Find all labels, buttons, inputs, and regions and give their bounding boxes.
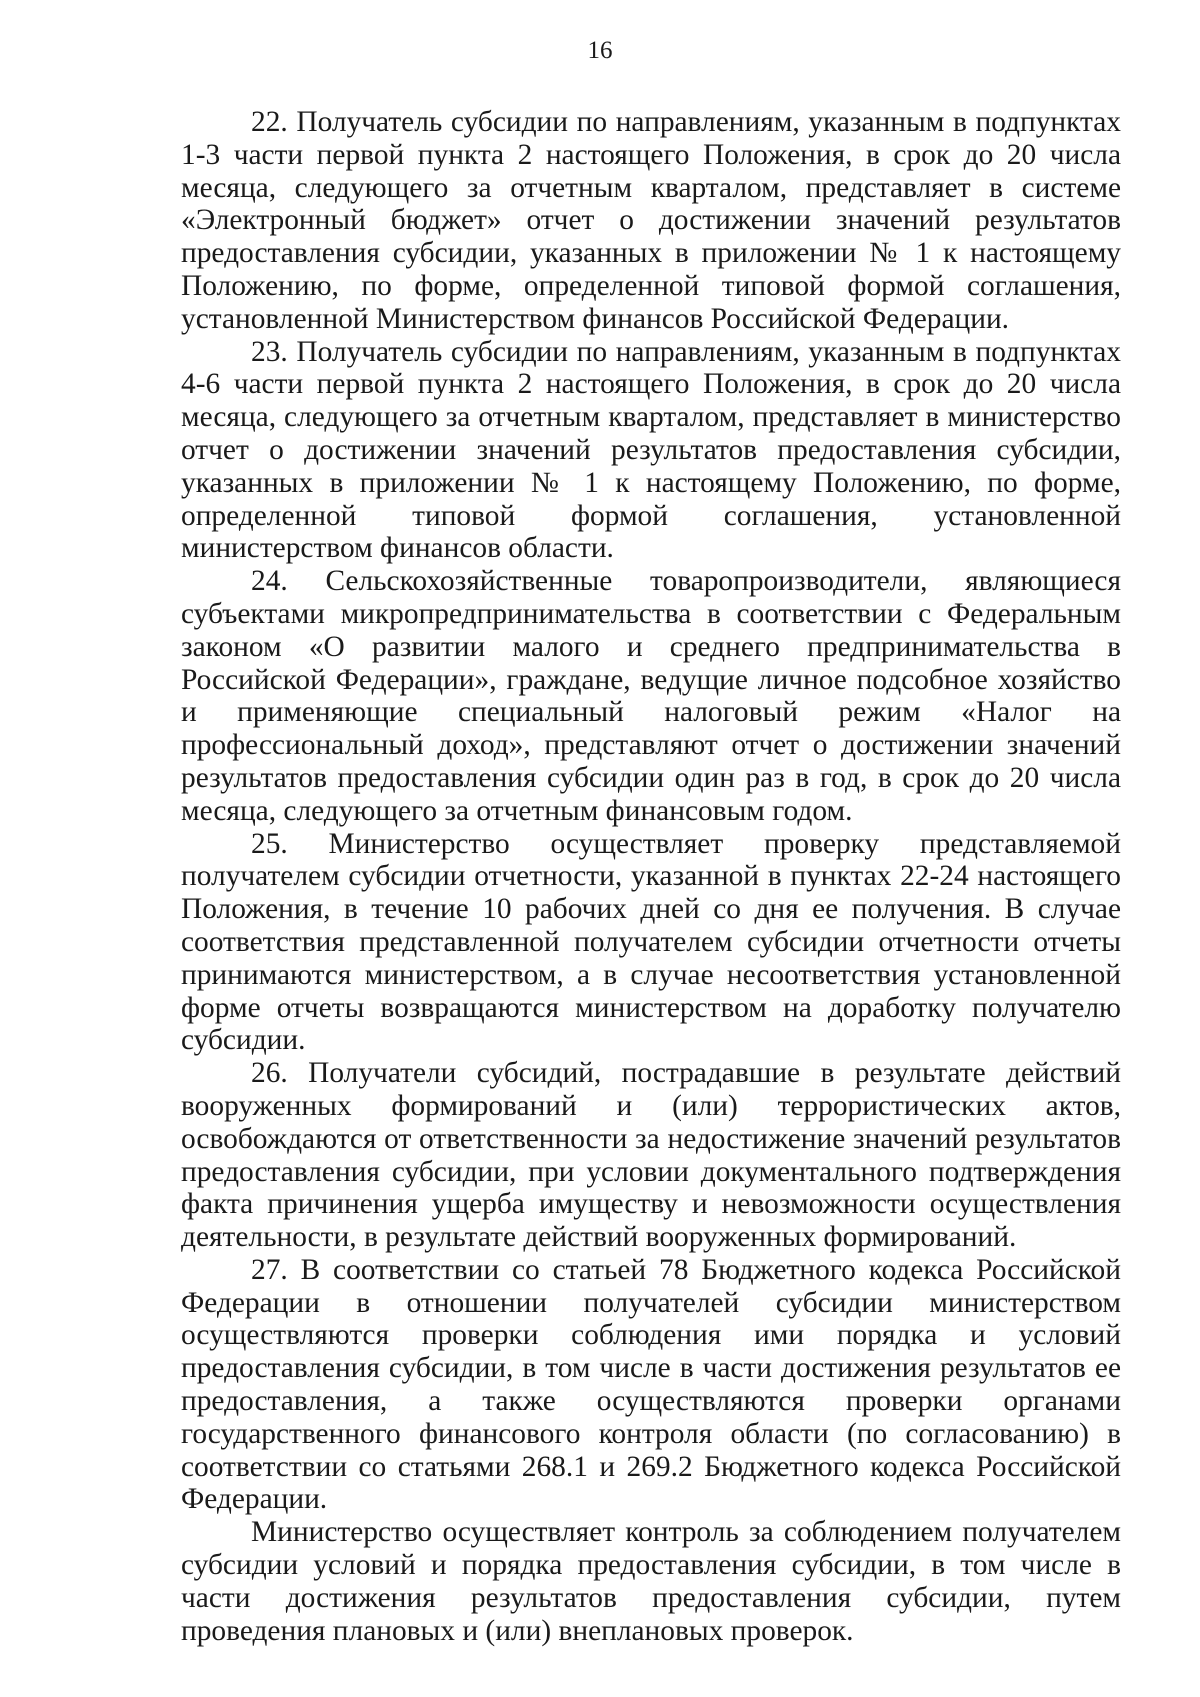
paragraph-22: 22. Получатель субсидии по направлениям, указанным в подпунктах 1-3 части первой пункта 2 настоящего Положения, в срок до 20 числа месяца, следующего за отчетным кварталом, представляет в системе «Электронный бюджет» отчет о достижении значений результатов предоставления субсидии, указанных в приложении № 1 к настоящему Положению, по форме, определенной типовой формой соглашения, установленной Министерством финансов Российской Федерации. [181,106,1121,335]
paragraph-23: 23. Получатель субсидии по направлениям, указанным в подпунктах 4-6 части первой пункта 2 настоящего Положения, в срок до 20 числа месяца, следующего за отчетным кварталом, представляет в министерство отчет о достижении значений результатов предоставления субсидии, указанных в приложении № 1 к настоящему Положению, по форме, определенной типовой формой соглашения, установленной министерством финансов области. [181,335,1121,565]
paragraph-25: 25. Министерство осуществляет проверку представляемой получателем субсидии отчетности, указанной в пунктах 22-24 настоящего Положения, в течение 10 рабочих дней со дня ее получения. В случае соответствия представленной получателем субсидии отчетности отчеты принимаются министерством, а в случае несоответствия установленной форме отчеты возвращаются министерством на доработку получателю субсидии. [181,827,1121,1057]
page-number: 16 [587,37,613,64]
paragraph-control: Министерство осуществляет контроль за соблюдением получателем субсидии условий и порядка предоставления субсидии, в том числе в части достижения результатов предоставления субсидии, путем проведения плановых и (или) внеплановых проверок. [181,1516,1121,1647]
paragraph-27: 27. В соответствии со статьей 78 Бюджетного кодекса Российской Федерации в отношении получателей субсидии министерством осуществляются проверки соблюдения ими порядка и условий предоставления субсидии, в том числе в части достижения результатов ее предоставления, а также осуществляются проверки органами государственного финансового контроля области (по согласованию) в соответствии со статьями 268.1 и 269.2 Бюджетного кодекса Российской Федерации. [181,1253,1121,1516]
document-body [181,106,1121,1647]
paragraph-24: 24. Сельскохозяйственные товаропроизводители, являющиеся субъектами микропредпринимательства в соответствии с Федеральным законом «О развитии малого и среднего предпринимательства в Российской Федерации», граждане, ведущие личное подсобное хозяйство и применяющие специальный налоговый режим «Налог на профессиональный доход», представляют отчет о достижении значений результатов предоставления субсидии один раз в год, в срок до 20 числа месяца, следующего за отчетным финансовым годом. [181,565,1121,827]
paragraph-26: 26. Получатели субсидий, пострадавшие в результате действий вооруженных формирований и (или) террористических актов, освобождаются от ответственности за недостижение значений результатов предоставления субсидии, при условии документального подтверждения факта причинения ущерба имуществу и невозможности осуществления деятельности, в результате действий вооруженных формирований. [181,1057,1121,1254]
